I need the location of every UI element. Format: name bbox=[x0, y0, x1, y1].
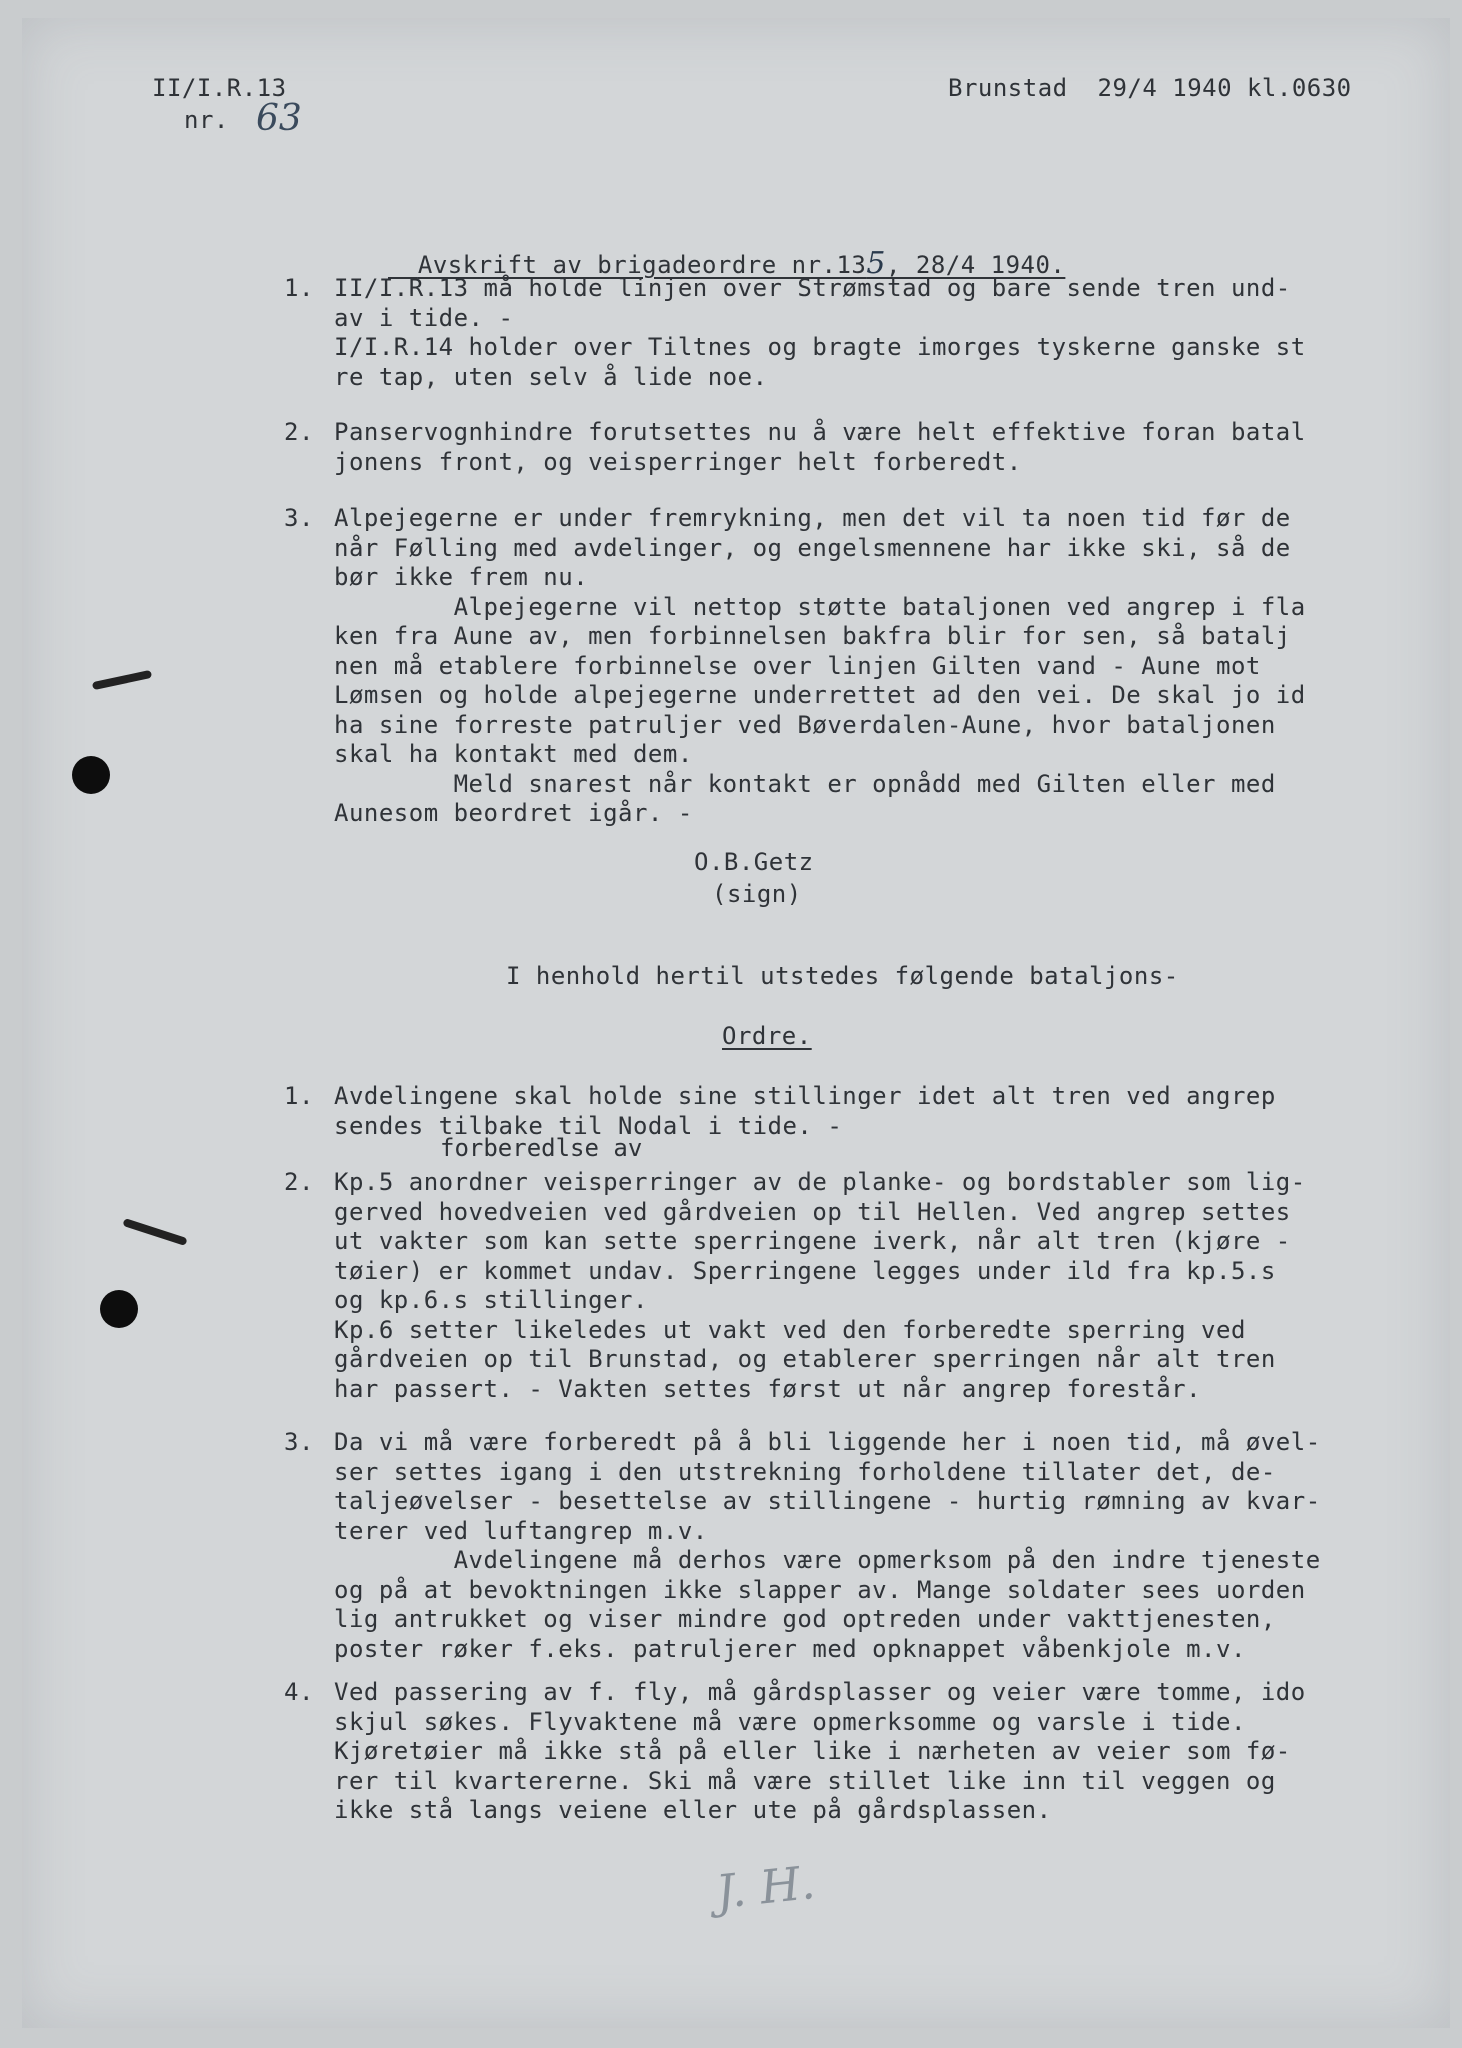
item-number: 4. bbox=[284, 1678, 314, 1706]
unit-designation: II/I.R.13 bbox=[152, 74, 287, 102]
order-line: Da vi må være forberedt på å bli liggende her i noen tid, må øvel- bbox=[334, 1428, 1321, 1456]
order-line: Kp.5 anordner veisperringer av de planke- og bordstabler som lig- bbox=[334, 1168, 1306, 1196]
order-line: gårdveien op til Brunstad, og etablerer sperringen når alt tren bbox=[334, 1345, 1276, 1373]
item-number: 1. bbox=[284, 274, 314, 302]
order-line: tøier) er kommet undav. Sperringene legges under ild fra kp.5.s bbox=[334, 1256, 1276, 1285]
order-line: når Følling med avdelinger, og engelsmennene har ikke ski, så de bbox=[334, 533, 1291, 562]
order-line: lig antrukket og viser mindre god optreden under vakttjenesten, bbox=[334, 1605, 1276, 1633]
order-line: Kp.6 setter likeledes ut vakt ved den forberedte sperring ved bbox=[334, 1315, 1246, 1344]
order-line: ut vakter som kan sette sperringene iverk, når alt tren (kjøre - bbox=[334, 1227, 1291, 1255]
order-line: Avdelingene skal holde sine stillinger idet alt tren ved angrep bbox=[334, 1082, 1276, 1110]
punch-hole-bottom bbox=[100, 1290, 138, 1328]
order-line: Ved passering av f. fly, må gårdsplasser og veier være tomme, ido bbox=[334, 1678, 1306, 1706]
handwritten-initials: J. H. bbox=[713, 1854, 818, 1920]
handwritten-insert: forberedlse av bbox=[440, 1134, 643, 1162]
order-line: re tap, uten selv å lide noe. bbox=[334, 362, 768, 391]
order-line: Lømsen og holde alpejegerne underrettet ad den vei. De skal jo id bbox=[334, 681, 1306, 709]
item-number: 2. bbox=[284, 1168, 314, 1196]
item-number: 3. bbox=[284, 504, 314, 532]
order-line: av i tide. - bbox=[334, 303, 514, 332]
item-number: 1. bbox=[284, 1082, 314, 1110]
nr-label: nr. bbox=[184, 106, 229, 134]
order-line: sendes tilbake til Nodal i tide. - bbox=[334, 1111, 843, 1140]
order-line: har passert. - Vakten settes først ut når angrep forestår. bbox=[334, 1374, 1202, 1403]
signatory-sign: (sign) bbox=[712, 880, 802, 908]
signatory-name: O.B.Getz bbox=[694, 848, 814, 876]
order-line: skjul søkes. Flyvaktene må være opmerksomme og varsle i tide. bbox=[334, 1707, 1246, 1736]
order-line: gerved hovedveien ved gårdveien op til Hellen. Ved angrep settes bbox=[334, 1197, 1291, 1226]
order-line: bør ikke frem nu. bbox=[334, 563, 589, 591]
item-number: 2. bbox=[284, 418, 314, 446]
order-line: ha sine forreste patruljer ved Bøverdalen-Aune, hvor bataljonen bbox=[334, 710, 1276, 739]
punch-hole-top bbox=[72, 756, 110, 794]
order-line: nen må etablere forbinnelse over linjen Gilten vand - Aune mot bbox=[334, 651, 1261, 680]
document-title bbox=[388, 218, 1065, 281]
order-line: jonens front, og veisperringer helt forberedt. bbox=[334, 447, 1022, 476]
order-line: terer ved luftangrep m.v. bbox=[334, 1516, 708, 1545]
place-date: Brunstad 29/4 1940 kl.0630 bbox=[948, 74, 1352, 102]
order-line: og kp.6.s stillinger. bbox=[334, 1286, 648, 1314]
nr-handwritten: 63 bbox=[256, 98, 302, 139]
order-line: Panservognhindre forutsettes nu å være helt effektive foran batal bbox=[334, 418, 1306, 446]
order-line: Meld snarest når kontakt er opnådd med Gilten eller med bbox=[334, 769, 1276, 798]
order-line: poster røker f.eks. patruljerer med opknappet våbenkjole m.v. bbox=[334, 1634, 1246, 1663]
order-line: Alpejegerne vil nettop støtte bataljonen ved angrep i fla bbox=[334, 592, 1306, 621]
order-line: ser settes igang i den utstrekning forholdene tillater det, de- bbox=[334, 1457, 1276, 1486]
title-prefix: Avskrift av brigadeordre nr.13 bbox=[417, 251, 867, 279]
ordre-heading: Ordre. bbox=[722, 1022, 812, 1050]
order-line: rer til kvartererne. Ski må være stillet like inn til veggen og bbox=[334, 1766, 1276, 1795]
order-line: ken fra Aune av, men forbinnelsen bakfra blir for sen, så batalj bbox=[334, 622, 1291, 650]
title-digit: 5 bbox=[866, 246, 886, 281]
order-line: ikke stå langs veiene eller ute på gårdsplassen. bbox=[334, 1796, 1052, 1824]
title-suffix: , 28/4 1940. bbox=[885, 251, 1066, 279]
order-intro: I henhold hertil utstedes følgende bataljons- bbox=[506, 962, 1179, 990]
item-number: 3. bbox=[284, 1428, 314, 1456]
order-line: Kjøretøier må ikke stå på eller like i nærheten av veier som fø- bbox=[334, 1737, 1291, 1765]
order-line: og på at bevoktningen ikke slapper av. Mange soldater sees uorden bbox=[334, 1575, 1306, 1604]
order-line: taljeøvelser - besettelse av stillingene - hurtig rømning av kvar- bbox=[334, 1487, 1321, 1515]
order-line: I/I.R.14 holder over Tiltnes og bragte imorges tyskerne ganske st bbox=[334, 333, 1306, 361]
order-line: Aunesom beordret igår. - bbox=[334, 799, 693, 827]
order-line: Alpejegerne er under fremrykning, men det vil ta noen tid før de bbox=[334, 504, 1291, 532]
order-line: Avdelingene må derhos være opmerksom på den indre tjeneste bbox=[334, 1546, 1321, 1574]
order-line: II/I.R.13 må holde linjen over Strømstad og bare sende tren und- bbox=[334, 274, 1291, 302]
order-line: skal ha kontakt med dem. bbox=[334, 740, 693, 768]
